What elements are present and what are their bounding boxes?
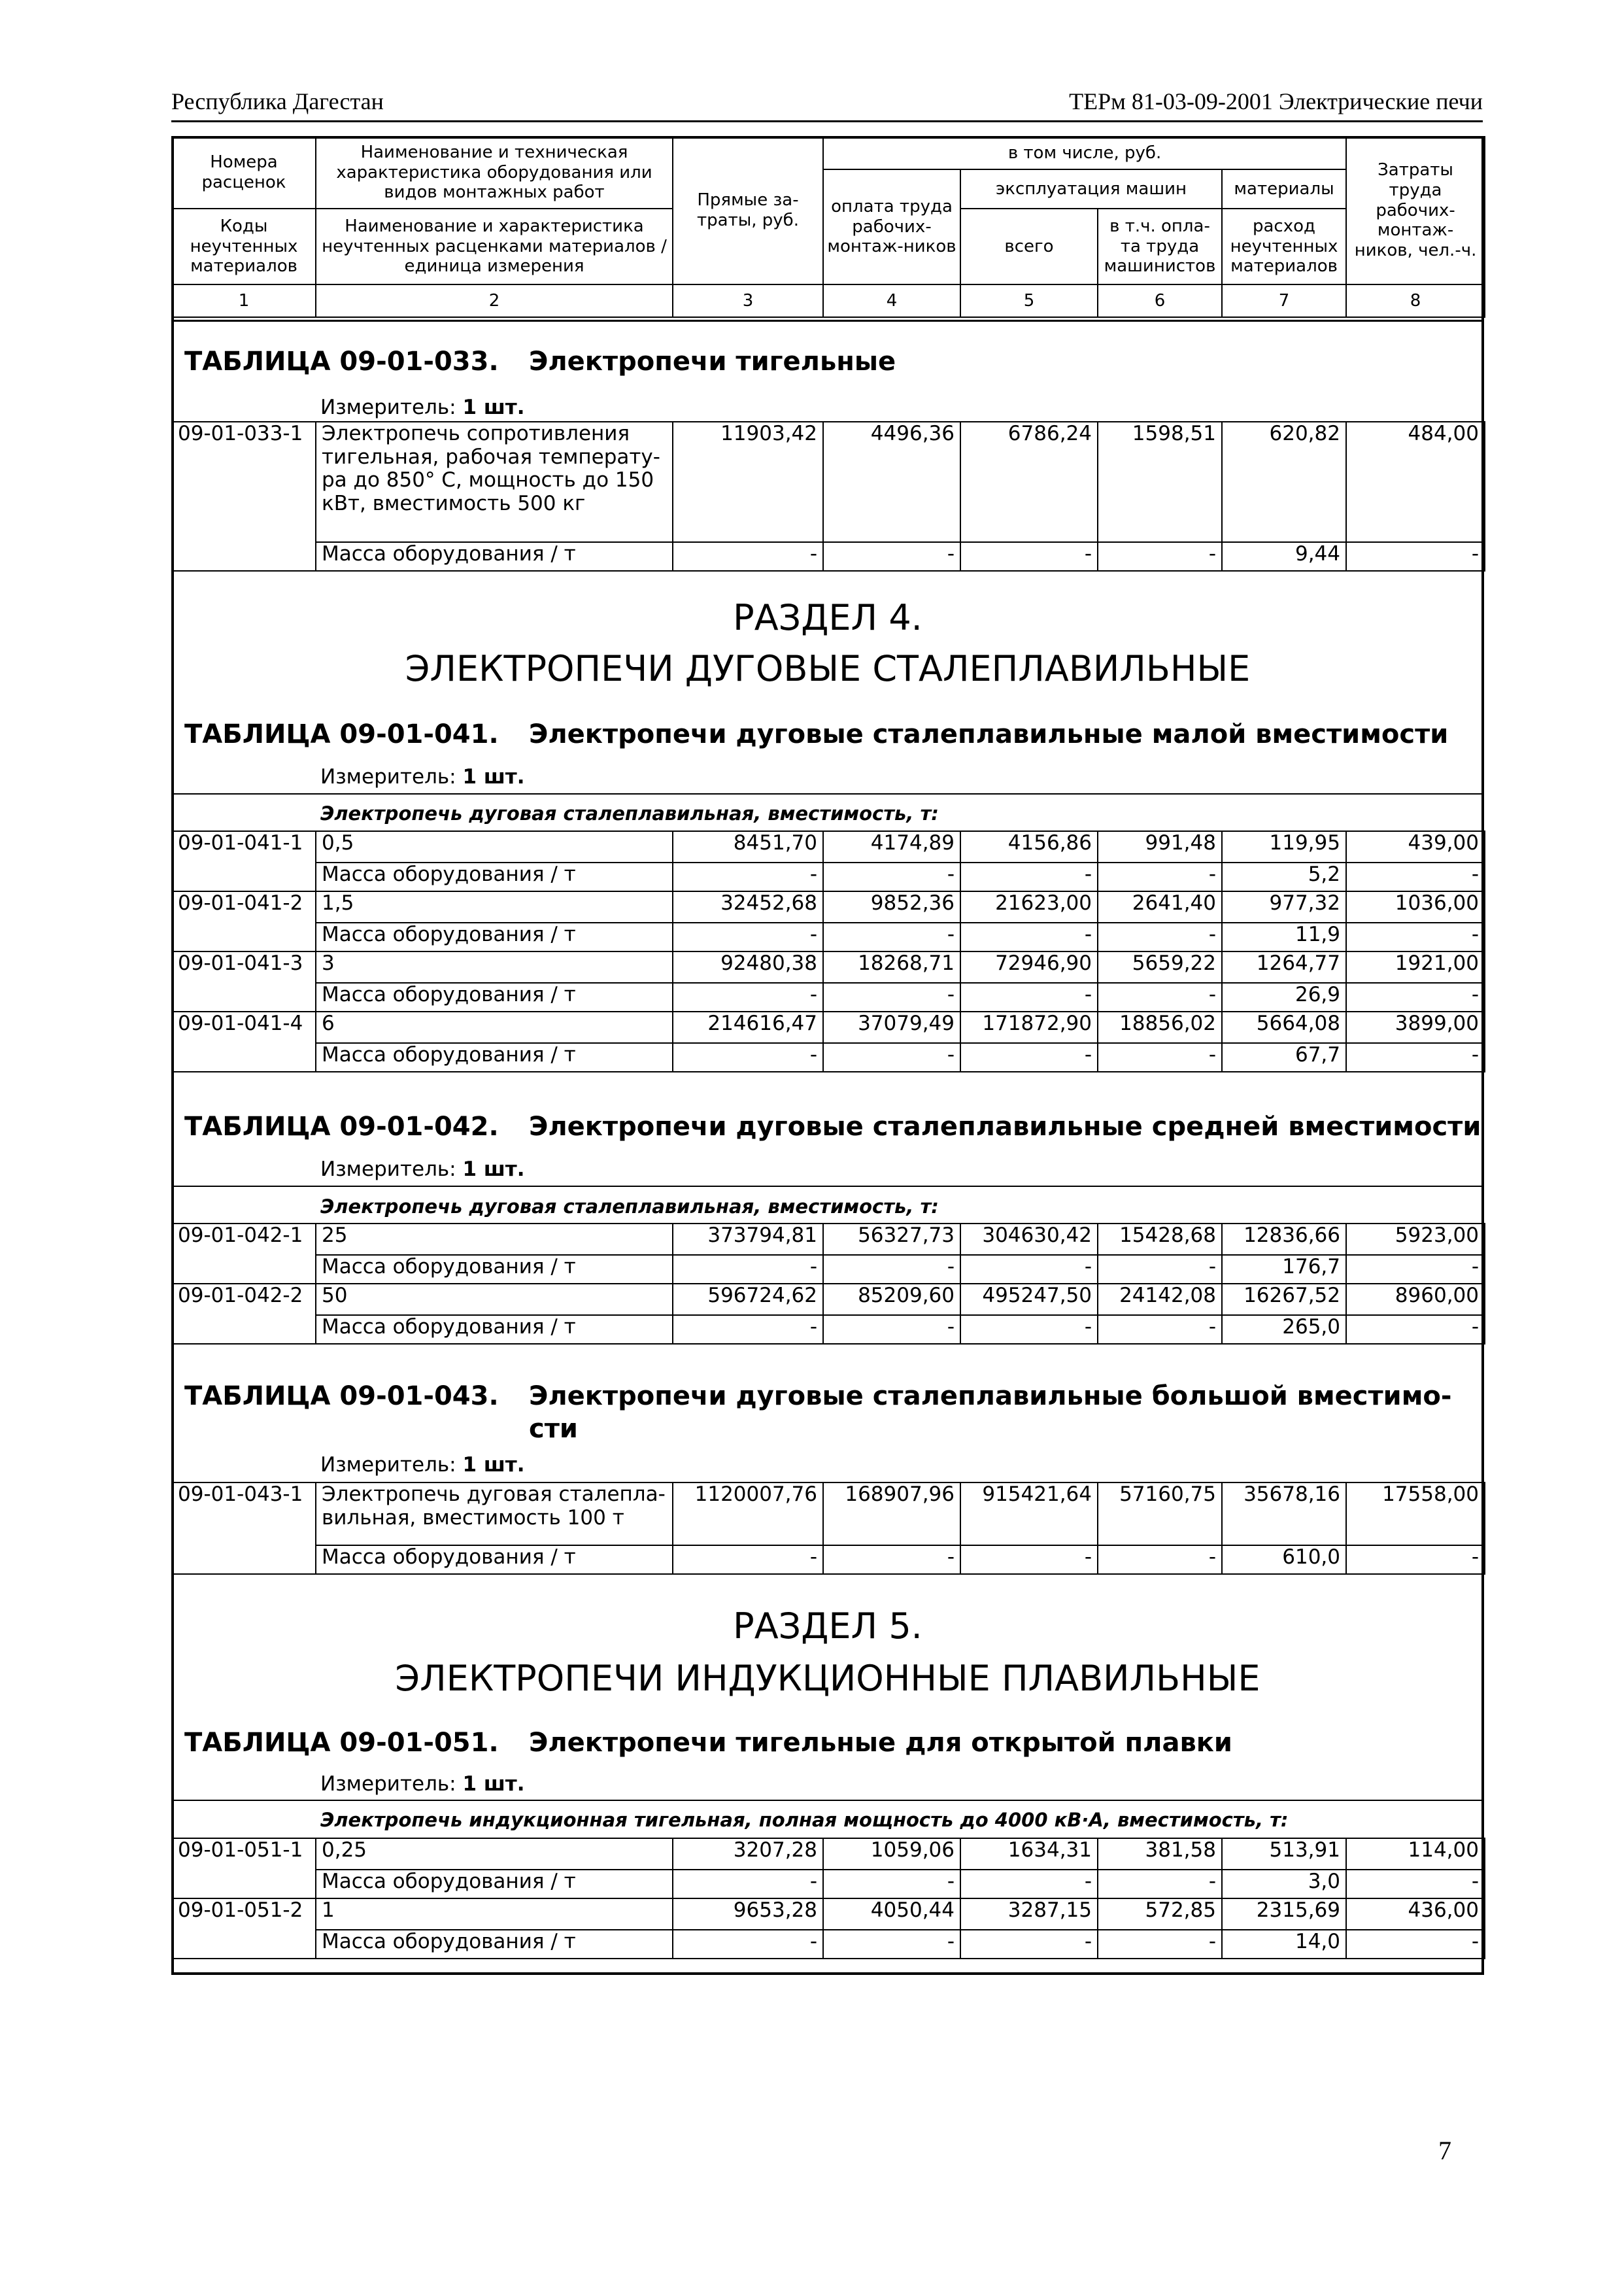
labor-hours-value: 1036,00 — [1346, 891, 1485, 923]
direct-costs-value: 92480,38 — [673, 951, 823, 983]
dash-placeholder: - — [1098, 1930, 1222, 1959]
machine-operation-value: 171872,90 — [960, 1012, 1098, 1043]
mass-label: Масса оборудования / т — [316, 983, 673, 1012]
table-row — [172, 1224, 1485, 1255]
equipment-mass-value: 9,44 — [1222, 542, 1346, 571]
dash-placeholder: - — [1098, 1545, 1222, 1574]
rate-description: 6 — [316, 1012, 673, 1043]
col-direct-costs: Прямые за-траты, руб. — [673, 137, 823, 284]
rate-description: 1,5 — [316, 891, 673, 923]
table-051-subhead: Электропечь индукционная тигельная, полная мощность до 4000 кВ·А, вместимость, т: — [320, 1809, 1289, 1831]
dash-placeholder: - — [1346, 1545, 1485, 1574]
dash-placeholder: - — [1346, 1870, 1485, 1898]
table-042-code: ТАБЛИЦА 09-01-042. — [184, 1112, 499, 1142]
mass-label: Масса оборудования / т — [316, 1315, 673, 1344]
labor-pay-value: 9852,36 — [823, 891, 960, 923]
mass-label: Масса оборудования / т — [316, 1043, 673, 1072]
table-033-grid — [171, 421, 1485, 572]
rate-description: 0,25 — [316, 1838, 673, 1870]
page-header — [171, 82, 1483, 122]
table-041-code: ТАБЛИЦА 09-01-041. — [184, 719, 499, 749]
meter-value: 1 шт. — [462, 396, 525, 419]
equipment-mass-value: 3,0 — [1222, 1870, 1346, 1898]
table-042-subhead-rule — [171, 1186, 1484, 1187]
rate-code: 09-01-043-1 — [172, 1482, 316, 1574]
dash-placeholder: - — [960, 863, 1098, 891]
dash-placeholder: - — [823, 863, 960, 891]
table-042-title — [184, 1110, 1481, 1143]
dash-placeholder: - — [673, 1315, 823, 1344]
materials-value: 620,82 — [1222, 422, 1346, 542]
table-row — [172, 891, 1485, 923]
dash-placeholder: - — [823, 1870, 960, 1898]
dash-placeholder: - — [960, 1255, 1098, 1284]
dash-placeholder: - — [1098, 1043, 1222, 1072]
direct-costs-value: 373794,81 — [673, 1224, 823, 1255]
col-number: 8 — [1346, 284, 1485, 317]
table-row — [172, 422, 1485, 542]
table-row-mass — [172, 1930, 1485, 1959]
meter-label: Измеритель: — [320, 1772, 456, 1796]
dash-placeholder: - — [960, 1870, 1098, 1898]
col-labor-pay: оплата труда рабочих-монтаж-ников — [823, 169, 960, 284]
dash-placeholder: - — [960, 1315, 1098, 1344]
col-number: 1 — [172, 284, 316, 317]
dash-placeholder: - — [823, 1930, 960, 1959]
header-region: Республика Дагестан — [171, 88, 384, 114]
labor-pay-value: 4496,36 — [823, 422, 960, 542]
machine-operation-value: 21623,00 — [960, 891, 1098, 923]
mass-label: Масса оборудования / т — [316, 863, 673, 891]
dash-placeholder: - — [960, 1043, 1098, 1072]
machine-operation-value: 304630,42 — [960, 1224, 1098, 1255]
labor-hours-value: 436,00 — [1346, 1898, 1485, 1930]
rate-code: 09-01-042-2 — [172, 1284, 316, 1344]
table-row-mass — [172, 542, 1485, 571]
rate-description: Электропечь сопротивления тигельная, рабочая температу-ра до 850° С, мощность до 150 кВт, вместимость 500 кг — [316, 422, 673, 542]
dash-placeholder: - — [1098, 1315, 1222, 1344]
rate-code: 09-01-041-2 — [172, 891, 316, 951]
labor-hours-value: 1921,00 — [1346, 951, 1485, 983]
dash-placeholder: - — [673, 1870, 823, 1898]
direct-costs-value: 596724,62 — [673, 1284, 823, 1315]
machine-operation-value: 3287,15 — [960, 1898, 1098, 1930]
dash-placeholder: - — [823, 542, 960, 571]
materials-value: 977,32 — [1222, 891, 1346, 923]
machinist-pay-value: 991,48 — [1098, 831, 1222, 863]
rate-code: 09-01-041-1 — [172, 831, 316, 891]
column-header-table — [171, 136, 1485, 318]
dash-placeholder: - — [823, 1043, 960, 1072]
labor-pay-value: 85209,60 — [823, 1284, 960, 1315]
materials-value: 16267,52 — [1222, 1284, 1346, 1315]
machine-operation-value: 72946,90 — [960, 951, 1098, 983]
materials-value: 5664,08 — [1222, 1012, 1346, 1043]
materials-value: 1264,77 — [1222, 951, 1346, 983]
equipment-mass-value: 11,9 — [1222, 923, 1346, 951]
machinist-pay-value: 572,85 — [1098, 1898, 1222, 1930]
section-4-title: ЭЛЕКТРОПЕЧИ ДУГОВЫЕ СТАЛЕПЛАВИЛЬНЫЕ — [405, 648, 1251, 689]
col-machine-operation: эксплуатация машин — [960, 169, 1222, 209]
machinist-pay-value: 15428,68 — [1098, 1224, 1222, 1255]
table-033-name: Электропечи тигельные — [529, 347, 896, 377]
equipment-mass-value: 610,0 — [1222, 1545, 1346, 1574]
dash-placeholder: - — [823, 1545, 960, 1574]
meter-label: Измеритель: — [320, 1453, 456, 1477]
table-043-title — [184, 1380, 1452, 1444]
table-row-mass — [172, 923, 1485, 951]
dash-placeholder: - — [960, 542, 1098, 571]
table-051-name: Электропечи тигельные для открытой плавки — [529, 1728, 1232, 1758]
table-row — [172, 1284, 1485, 1315]
labor-pay-value: 168907,96 — [823, 1482, 960, 1545]
table-051-title — [184, 1726, 1232, 1759]
labor-pay-value: 37079,49 — [823, 1012, 960, 1043]
header-document-code: ТЕРм 81-03-09-2001 Электрические печи — [1069, 88, 1483, 114]
col-machine-total: всего — [960, 209, 1098, 284]
dash-placeholder: - — [1098, 983, 1222, 1012]
labor-pay-value: 4174,89 — [823, 831, 960, 863]
dash-placeholder: - — [823, 983, 960, 1012]
labor-hours-value: 8960,00 — [1346, 1284, 1485, 1315]
dash-placeholder: - — [1346, 983, 1485, 1012]
labor-pay-value: 1059,06 — [823, 1838, 960, 1870]
col-number: 3 — [673, 284, 823, 317]
rate-description: 3 — [316, 951, 673, 983]
equipment-mass-value: 176,7 — [1222, 1255, 1346, 1284]
dash-placeholder: - — [1346, 542, 1485, 571]
labor-pay-value: 18268,71 — [823, 951, 960, 983]
machinist-pay-value: 18856,02 — [1098, 1012, 1222, 1043]
meter-value: 1 шт. — [462, 1157, 525, 1181]
col-number: 6 — [1098, 284, 1222, 317]
dash-placeholder: - — [960, 923, 1098, 951]
direct-costs-value: 214616,47 — [673, 1012, 823, 1043]
table-row — [172, 1838, 1485, 1870]
rate-code: 09-01-041-3 — [172, 951, 316, 1012]
meter-label: Измеритель: — [320, 765, 456, 789]
mass-label: Масса оборудования / т — [316, 923, 673, 951]
mass-label: Масса оборудования / т — [316, 1545, 673, 1574]
table-row-mass — [172, 1315, 1485, 1344]
machine-operation-value: 915421,64 — [960, 1482, 1098, 1545]
labor-hours-value: 439,00 — [1346, 831, 1485, 863]
meter-value: 1 шт. — [462, 1772, 525, 1796]
machinist-pay-value: 381,58 — [1098, 1838, 1222, 1870]
dash-placeholder: - — [823, 923, 960, 951]
materials-value: 513,91 — [1222, 1838, 1346, 1870]
materials-value: 119,95 — [1222, 831, 1346, 863]
table-row-mass — [172, 983, 1485, 1012]
dash-placeholder: - — [1346, 1255, 1485, 1284]
table-041-title — [184, 718, 1449, 751]
table-051-code: ТАБЛИЦА 09-01-051. — [184, 1728, 499, 1758]
col-material-codes: Коды неучтенных материалов — [172, 209, 316, 284]
table-042-name: Электропечи дуговые сталеплавильные средней вместимости — [529, 1112, 1481, 1142]
mass-label: Масса оборудования / т — [316, 1930, 673, 1959]
table-051-meter — [320, 1772, 525, 1796]
rate-description: 0,5 — [316, 831, 673, 863]
meter-label: Измеритель: — [320, 396, 456, 419]
rate-code: 09-01-033-1 — [172, 422, 316, 571]
machinist-pay-value: 24142,08 — [1098, 1284, 1222, 1315]
dash-placeholder: - — [673, 983, 823, 1012]
mass-label: Масса оборудования / т — [316, 1870, 673, 1898]
materials-value: 12836,66 — [1222, 1224, 1346, 1255]
equipment-mass-value: 14,0 — [1222, 1930, 1346, 1959]
dash-placeholder: - — [960, 1545, 1098, 1574]
labor-pay-value: 56327,73 — [823, 1224, 960, 1255]
labor-hours-value: 5923,00 — [1346, 1224, 1485, 1255]
header-double-rule — [171, 320, 1484, 322]
col-number: 7 — [1222, 284, 1346, 317]
machinist-pay-value: 5659,22 — [1098, 951, 1222, 983]
dash-placeholder: - — [960, 1930, 1098, 1959]
machine-operation-value: 4156,86 — [960, 831, 1098, 863]
direct-costs-value: 8451,70 — [673, 831, 823, 863]
section-4-number: РАЗДЕЛ 4. — [733, 597, 922, 638]
dash-placeholder: - — [1098, 863, 1222, 891]
labor-hours-value: 114,00 — [1346, 1838, 1485, 1870]
dash-placeholder: - — [1098, 1870, 1222, 1898]
table-033-code: ТАБЛИЦА 09-01-033. — [184, 347, 499, 377]
col-group-including: в том числе, руб. — [823, 137, 1346, 169]
table-row-mass — [172, 1043, 1485, 1072]
table-row — [172, 951, 1485, 983]
rate-description: 25 — [316, 1224, 673, 1255]
col-number: 2 — [316, 284, 673, 317]
rate-code: 09-01-051-2 — [172, 1898, 316, 1959]
dash-placeholder: - — [1346, 923, 1485, 951]
table-051-grid — [171, 1838, 1485, 1959]
dash-placeholder: - — [960, 983, 1098, 1012]
rate-description: 50 — [316, 1284, 673, 1315]
machinist-pay-value: 1598,51 — [1098, 422, 1222, 542]
table-042-subhead: Электропечь дуговая сталеплавильная, вместимость, т: — [320, 1195, 939, 1218]
dash-placeholder: - — [673, 863, 823, 891]
machine-operation-value: 6786,24 — [960, 422, 1098, 542]
mass-label: Масса оборудования / т — [316, 1255, 673, 1284]
table-row-mass — [172, 1545, 1485, 1574]
table-043-meter — [320, 1453, 525, 1477]
machine-operation-value: 1634,31 — [960, 1838, 1098, 1870]
meter-value: 1 шт. — [462, 765, 525, 789]
direct-costs-value: 11903,42 — [673, 422, 823, 542]
machinist-pay-value: 2641,40 — [1098, 891, 1222, 923]
table-041-grid — [171, 831, 1485, 1072]
dash-placeholder: - — [1346, 863, 1485, 891]
labor-pay-value: 4050,44 — [823, 1898, 960, 1930]
table-051-subhead-rule — [171, 1800, 1484, 1801]
table-row — [172, 831, 1485, 863]
dash-placeholder: - — [1346, 1930, 1485, 1959]
page-number: 7 — [1438, 2136, 1451, 2165]
table-row — [172, 1482, 1485, 1545]
section-5-number: РАЗДЕЛ 5. — [733, 1605, 922, 1647]
dash-placeholder: - — [673, 923, 823, 951]
col-labor-hours: Затраты труда рабочих-монтаж-ников, чел.-ч. — [1346, 137, 1485, 284]
equipment-mass-value: 265,0 — [1222, 1315, 1346, 1344]
dash-placeholder: - — [673, 542, 823, 571]
equipment-mass-value: 5,2 — [1222, 863, 1346, 891]
table-041-subhead-rule — [171, 793, 1484, 795]
rate-code: 09-01-041-4 — [172, 1012, 316, 1072]
machinist-pay-value: 57160,75 — [1098, 1482, 1222, 1545]
direct-costs-value: 1120007,76 — [673, 1482, 823, 1545]
meter-value: 1 шт. — [462, 1453, 525, 1477]
labor-hours-value: 3899,00 — [1346, 1012, 1485, 1043]
table-row-mass — [172, 863, 1485, 891]
table-042-grid — [171, 1223, 1485, 1345]
meter-label: Измеритель: — [320, 1157, 456, 1181]
dash-placeholder: - — [1098, 542, 1222, 571]
col-materials: материалы — [1222, 169, 1346, 209]
table-033-title — [184, 345, 896, 378]
mass-label: Масса оборудования / т — [316, 542, 673, 571]
table-043-name: Электропечи дуговые сталеплавильные большой вместимо-сти — [529, 1381, 1452, 1444]
section-5-title: ЭЛЕКТРОПЕЧИ ИНДУКЦИОННЫЕ ПЛАВИЛЬНЫЕ — [395, 1658, 1260, 1699]
col-work-name: Наименование и техническая характеристика оборудования или видов монтажных работ — [316, 137, 673, 209]
col-machinist-pay: в т.ч. опла-та труда машинистов — [1098, 209, 1222, 284]
table-043-code: ТАБЛИЦА 09-01-043. — [184, 1381, 499, 1411]
equipment-mass-value: 67,7 — [1222, 1043, 1346, 1072]
rate-description: Электропечь дуговая сталепла-вильная, вместимость 100 т — [316, 1482, 673, 1545]
dash-placeholder: - — [673, 1545, 823, 1574]
rate-code: 09-01-042-1 — [172, 1224, 316, 1284]
table-043-grid — [171, 1482, 1485, 1575]
dash-placeholder: - — [1098, 1255, 1222, 1284]
col-material-usage: расход неучтенных материалов — [1222, 209, 1346, 284]
direct-costs-value: 9653,28 — [673, 1898, 823, 1930]
col-number: 5 — [960, 284, 1098, 317]
table-041-meter — [320, 765, 525, 789]
table-row-mass — [172, 1870, 1485, 1898]
direct-costs-value: 32452,68 — [673, 891, 823, 923]
table-row-mass — [172, 1255, 1485, 1284]
dash-placeholder: - — [823, 1315, 960, 1344]
dash-placeholder: - — [673, 1255, 823, 1284]
rate-description: 1 — [316, 1898, 673, 1930]
col-rate-numbers: Номера расценок — [172, 137, 316, 209]
rate-code: 09-01-051-1 — [172, 1838, 316, 1898]
dash-placeholder: - — [673, 1930, 823, 1959]
dash-placeholder: - — [1346, 1315, 1485, 1344]
table-row — [172, 1012, 1485, 1043]
dash-placeholder: - — [673, 1043, 823, 1072]
machine-operation-value: 495247,50 — [960, 1284, 1098, 1315]
labor-hours-value: 17558,00 — [1346, 1482, 1485, 1545]
col-material-names: Наименование и характеристика неучтенных расценками материалов / единица измерения — [316, 209, 673, 284]
dash-placeholder: - — [823, 1255, 960, 1284]
materials-value: 35678,16 — [1222, 1482, 1346, 1545]
equipment-mass-value: 26,9 — [1222, 983, 1346, 1012]
table-033-meter — [320, 396, 525, 419]
table-row — [172, 1898, 1485, 1930]
table-042-meter — [320, 1157, 525, 1181]
col-number: 4 — [823, 284, 960, 317]
labor-hours-value: 484,00 — [1346, 422, 1485, 542]
table-041-subhead: Электропечь дуговая сталеплавильная, вместимость, т: — [320, 802, 939, 825]
direct-costs-value: 3207,28 — [673, 1838, 823, 1870]
materials-value: 2315,69 — [1222, 1898, 1346, 1930]
dash-placeholder: - — [1346, 1043, 1485, 1072]
dash-placeholder: - — [1098, 923, 1222, 951]
table-041-name: Электропечи дуговые сталеплавильные малой вместимости — [529, 719, 1449, 749]
